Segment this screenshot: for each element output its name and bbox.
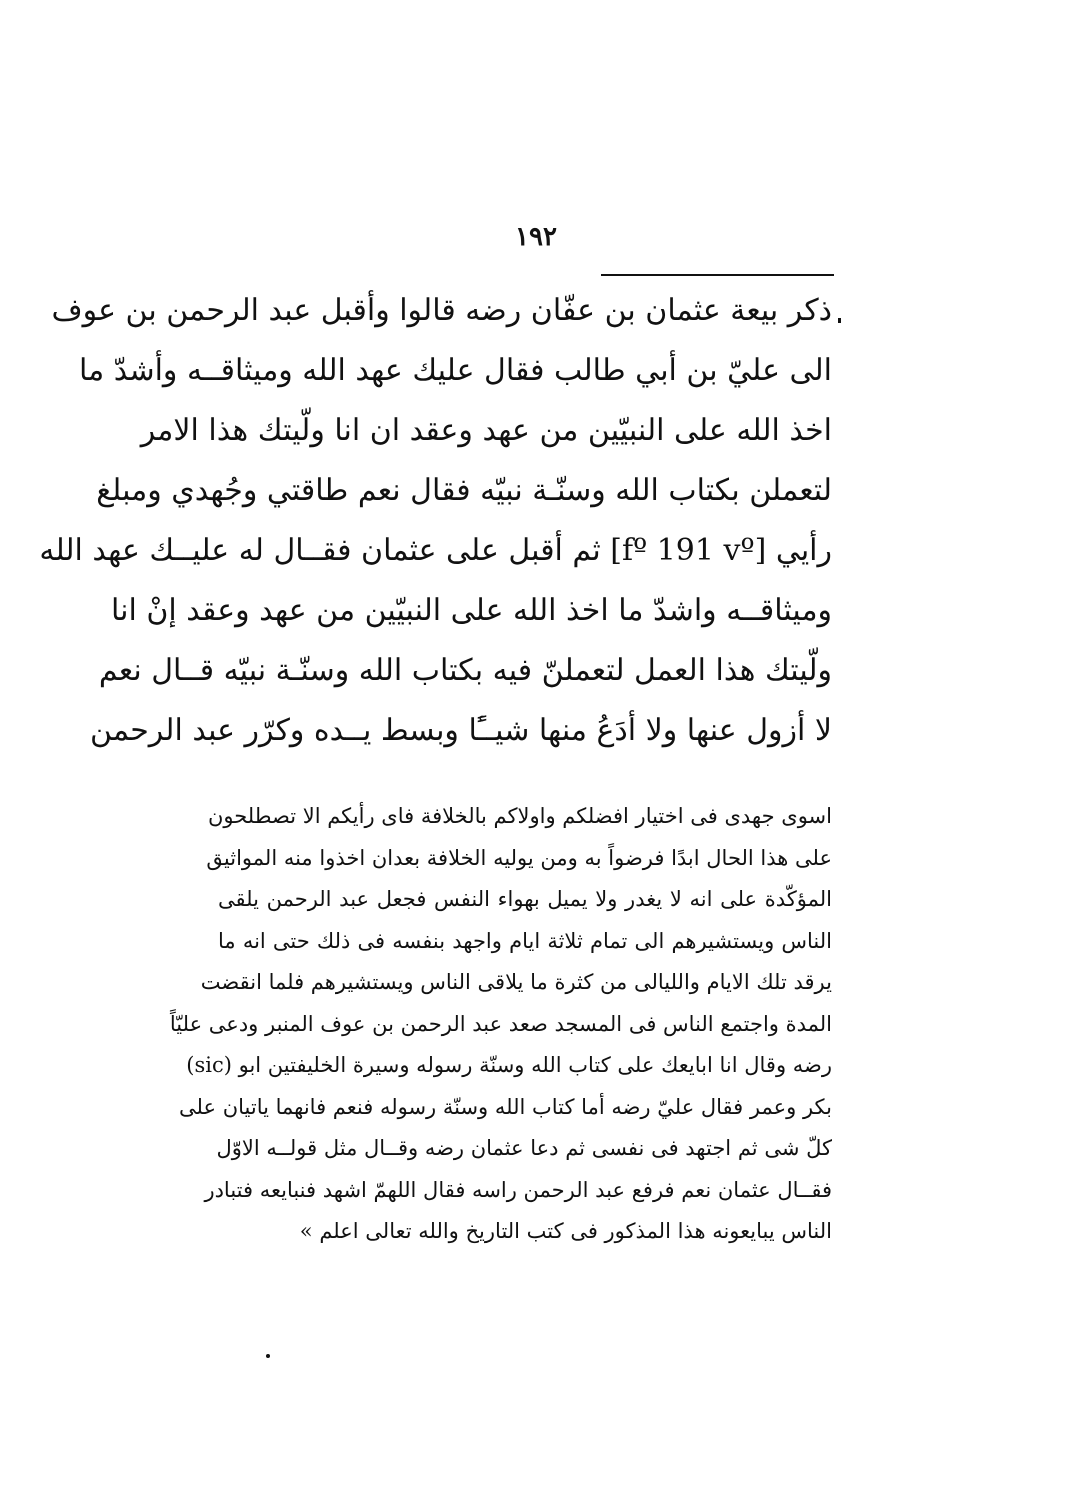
quote-line: اسوى جهدى فى اختيار افضلكم واولاكم بالخلافة فاى رأيكم الا تصطلحون — [207, 804, 832, 828]
main-line: ذكر بيعة عثمان بن عفّان رضه قالوا وأقبل عبد الرحمن بن عوف — [51, 293, 832, 328]
page-number: ١٩٢ — [515, 222, 557, 252]
main-text-block — [39, 281, 832, 761]
quote-line: المؤكّدة على انه لا يغدر ولا يميل بهواء النفس فجعل عبد الرحمن يلقى — [218, 887, 832, 911]
quote-line: المدة واجتمع الناس فى المسجد صعد عبد الرحمن بن عوف المنبر ودعى عليّاً — [169, 1011, 832, 1036]
quote-line: الناس يبايعونه هذا المذكور فى كتب التاريخ والله تعالى اعلم » — [299, 1219, 832, 1243]
margin-mark — [838, 318, 841, 323]
quote-line: رضه وقال انا ابايعك على كتاب الله وسنّة رسوله وسيرة الخليفتين ابو (sic) — [186, 1053, 832, 1077]
main-line: لتعملن بكتاب الله وسنّـة نبيّه فقال نعم طاقتي وجُهدي ومبلغ — [96, 473, 832, 508]
quoted-passage — [169, 796, 832, 1253]
main-line: رأيي [fº 191 vº] ثم أقبل على عثمان فقــال له عليــك عهد الله — [39, 533, 832, 568]
main-line: الى عليّ بن أبي طالب فقال عليك عهد الله وميثاقــه وأشدّ ما — [78, 353, 832, 388]
quote-line: بكر وعمر فقال عليّ رضه أما كتاب الله وسنّة رسوله فنعم فانهما ياتيان على — [179, 1094, 832, 1119]
quote-line: يرقد تلك الايام والليالى من كثرة ما يلاقى الناس ويستشيرهم فلما انقضت — [200, 970, 832, 994]
ink-dot — [266, 1354, 270, 1358]
quote-line: كلّ شى ثم اجتهد فى نفسى ثم دعا عثمان رضه وقــال مثل قولــه الاوّل — [216, 1136, 832, 1160]
main-line: لا أزول عنها ولا أدَعُ منها شيــًٔا وبسط يــده وكرّر عبد الرحمن — [90, 713, 832, 748]
main-line: ولّيتك هذا العمل لتعملنّ فيه بكتاب الله وسنّـة نبيّه قــال نعم — [98, 653, 832, 688]
main-line: وميثاقــه واشدّ ما اخذ الله على النبيّين من عهد وعقد إنْ انا — [111, 593, 832, 628]
quote-line: الناس ويستشيرهم الى تمام ثلاثة ايام واجهد بنفسه فى ذلك حتى انه ما — [218, 928, 832, 953]
quote-line: فقــال عثمان نعم فرفع عبد الرحمن راسه فقال اللهمّ اشهد فنبايعه فتبادر — [204, 1177, 832, 1202]
quote-line: على هذا الحال ابدًا فرضواً به ومن يوليه الخلافة بعدان اخذوا منه المواثيق — [206, 845, 832, 870]
main-line: اخذ الله على النبيّين من عهد وعقد ان انا ولّيتك هذا الامر — [140, 413, 832, 448]
top-rule — [601, 274, 834, 276]
